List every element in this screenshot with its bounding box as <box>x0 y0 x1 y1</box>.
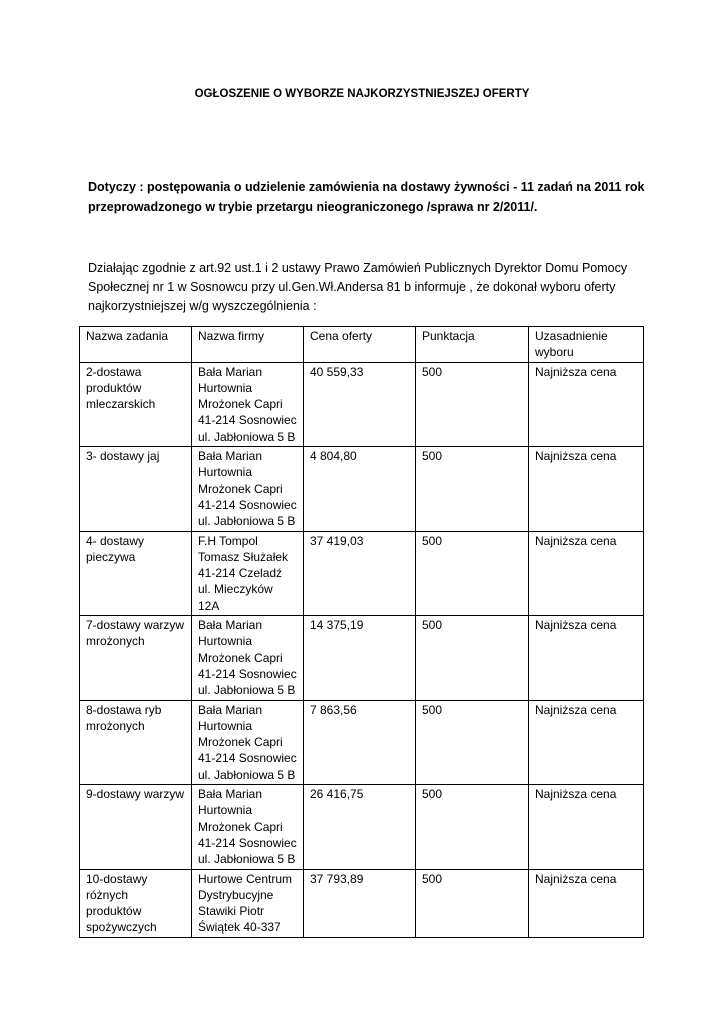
header-company-name: Nazwa firmy <box>192 327 304 363</box>
table-row <box>80 447 644 531</box>
table-row <box>80 616 644 700</box>
task-cell: 4- dostawy pieczywa <box>80 531 192 615</box>
company-cell: Bała Marian Hurtownia Mrożonek Capri 41-214 Sosnowiec ul. Jabłoniowa 5 B <box>192 362 304 446</box>
regarding-paragraph: Dotyczy : postępowania o udzielenie zamówienia na dostawy żywności - 11 zadań na 2011 rok przeprowadzonego w trybie przetargu nieograniczonego /sprawa nr 2/2011/. <box>88 180 645 214</box>
table-header-row <box>80 327 644 363</box>
price-cell: 40 559,33 <box>304 362 416 446</box>
price-cell: 4 804,80 <box>304 447 416 531</box>
score-cell: 500 <box>416 869 529 937</box>
offers-table <box>79 326 644 938</box>
company-cell: Bała Marian Hurtownia Mrożonek Capri 41-214 Sosnowiec ul. Jabłoniowa 5 B <box>192 785 304 869</box>
price-cell: 7 863,56 <box>304 700 416 784</box>
header-task-name: Nazwa zadania <box>80 327 192 363</box>
justification-cell: Najniższa cena <box>529 531 644 615</box>
justification-cell: Najniższa cena <box>529 869 644 937</box>
task-cell: 7-dostawy warzyw mrożonych <box>80 616 192 700</box>
company-cell: Bała Marian Hurtownia Mrożonek Capri 41-214 Sosnowiec ul. Jabłoniowa 5 B <box>192 616 304 700</box>
price-cell: 26 416,75 <box>304 785 416 869</box>
task-cell: 8-dostawa ryb mrożonych <box>80 700 192 784</box>
justification-cell: Najniższa cena <box>529 616 644 700</box>
table-row <box>80 531 644 615</box>
task-cell: 3- dostawy jaj <box>80 447 192 531</box>
score-cell: 500 <box>416 785 529 869</box>
justification-cell: Najniższa cena <box>529 362 644 446</box>
document-title: OGŁOSZENIE O WYBORZE NAJKORZYSTNIEJSZEJ OFERTY <box>194 88 530 100</box>
price-cell: 37 793,89 <box>304 869 416 937</box>
task-cell: 2-dostawa produktów mleczarskich <box>80 362 192 446</box>
score-cell: 500 <box>416 616 529 700</box>
header-offer-price: Cena oferty <box>304 327 416 363</box>
price-cell: 14 375,19 <box>304 616 416 700</box>
task-cell: 10-dostawy różnych produktów spożywczych <box>80 869 192 937</box>
task-cell: 9-dostawy warzyw <box>80 785 192 869</box>
price-cell: 37 419,03 <box>304 531 416 615</box>
score-cell: 500 <box>416 447 529 531</box>
header-justification: Uzasadnienie wyboru <box>529 327 644 363</box>
table-row <box>80 869 644 937</box>
score-cell: 500 <box>416 362 529 446</box>
table-row <box>80 785 644 869</box>
justification-cell: Najniższa cena <box>529 700 644 784</box>
table-row <box>80 362 644 446</box>
header-score: Punktacja <box>416 327 529 363</box>
intro-paragraph: Działając zgodnie z art.92 ust.1 i 2 ustawy Prawo Zamówień Publicznych Dyrektor Domu Pomocy Społecznej nr 1 w Sosnowcu przy ul.Gen.Wł.Andersa 81 b informuje , że dokonał wyboru oferty najkorzystniejszej w/g wyszczególnienia : <box>88 261 628 313</box>
justification-cell: Najniższa cena <box>529 785 644 869</box>
company-cell: Bała Marian Hurtownia Mrożonek Capri 41-214 Sosnowiec ul. Jabłoniowa 5 B <box>192 447 304 531</box>
company-cell: Hurtowe Centrum Dystrybucyjne Stawiki Piotr Świątek 40-337 <box>192 869 304 937</box>
company-cell: F.H Tompol Tomasz Służałek 41-214 Czeladź ul. Mieczyków 12A <box>192 531 304 615</box>
justification-cell: Najniższa cena <box>529 447 644 531</box>
score-cell: 500 <box>416 531 529 615</box>
company-cell: Bała Marian Hurtownia Mrożonek Capri 41-214 Sosnowiec ul. Jabłoniowa 5 B <box>192 700 304 784</box>
table-row <box>80 700 644 784</box>
score-cell: 500 <box>416 700 529 784</box>
